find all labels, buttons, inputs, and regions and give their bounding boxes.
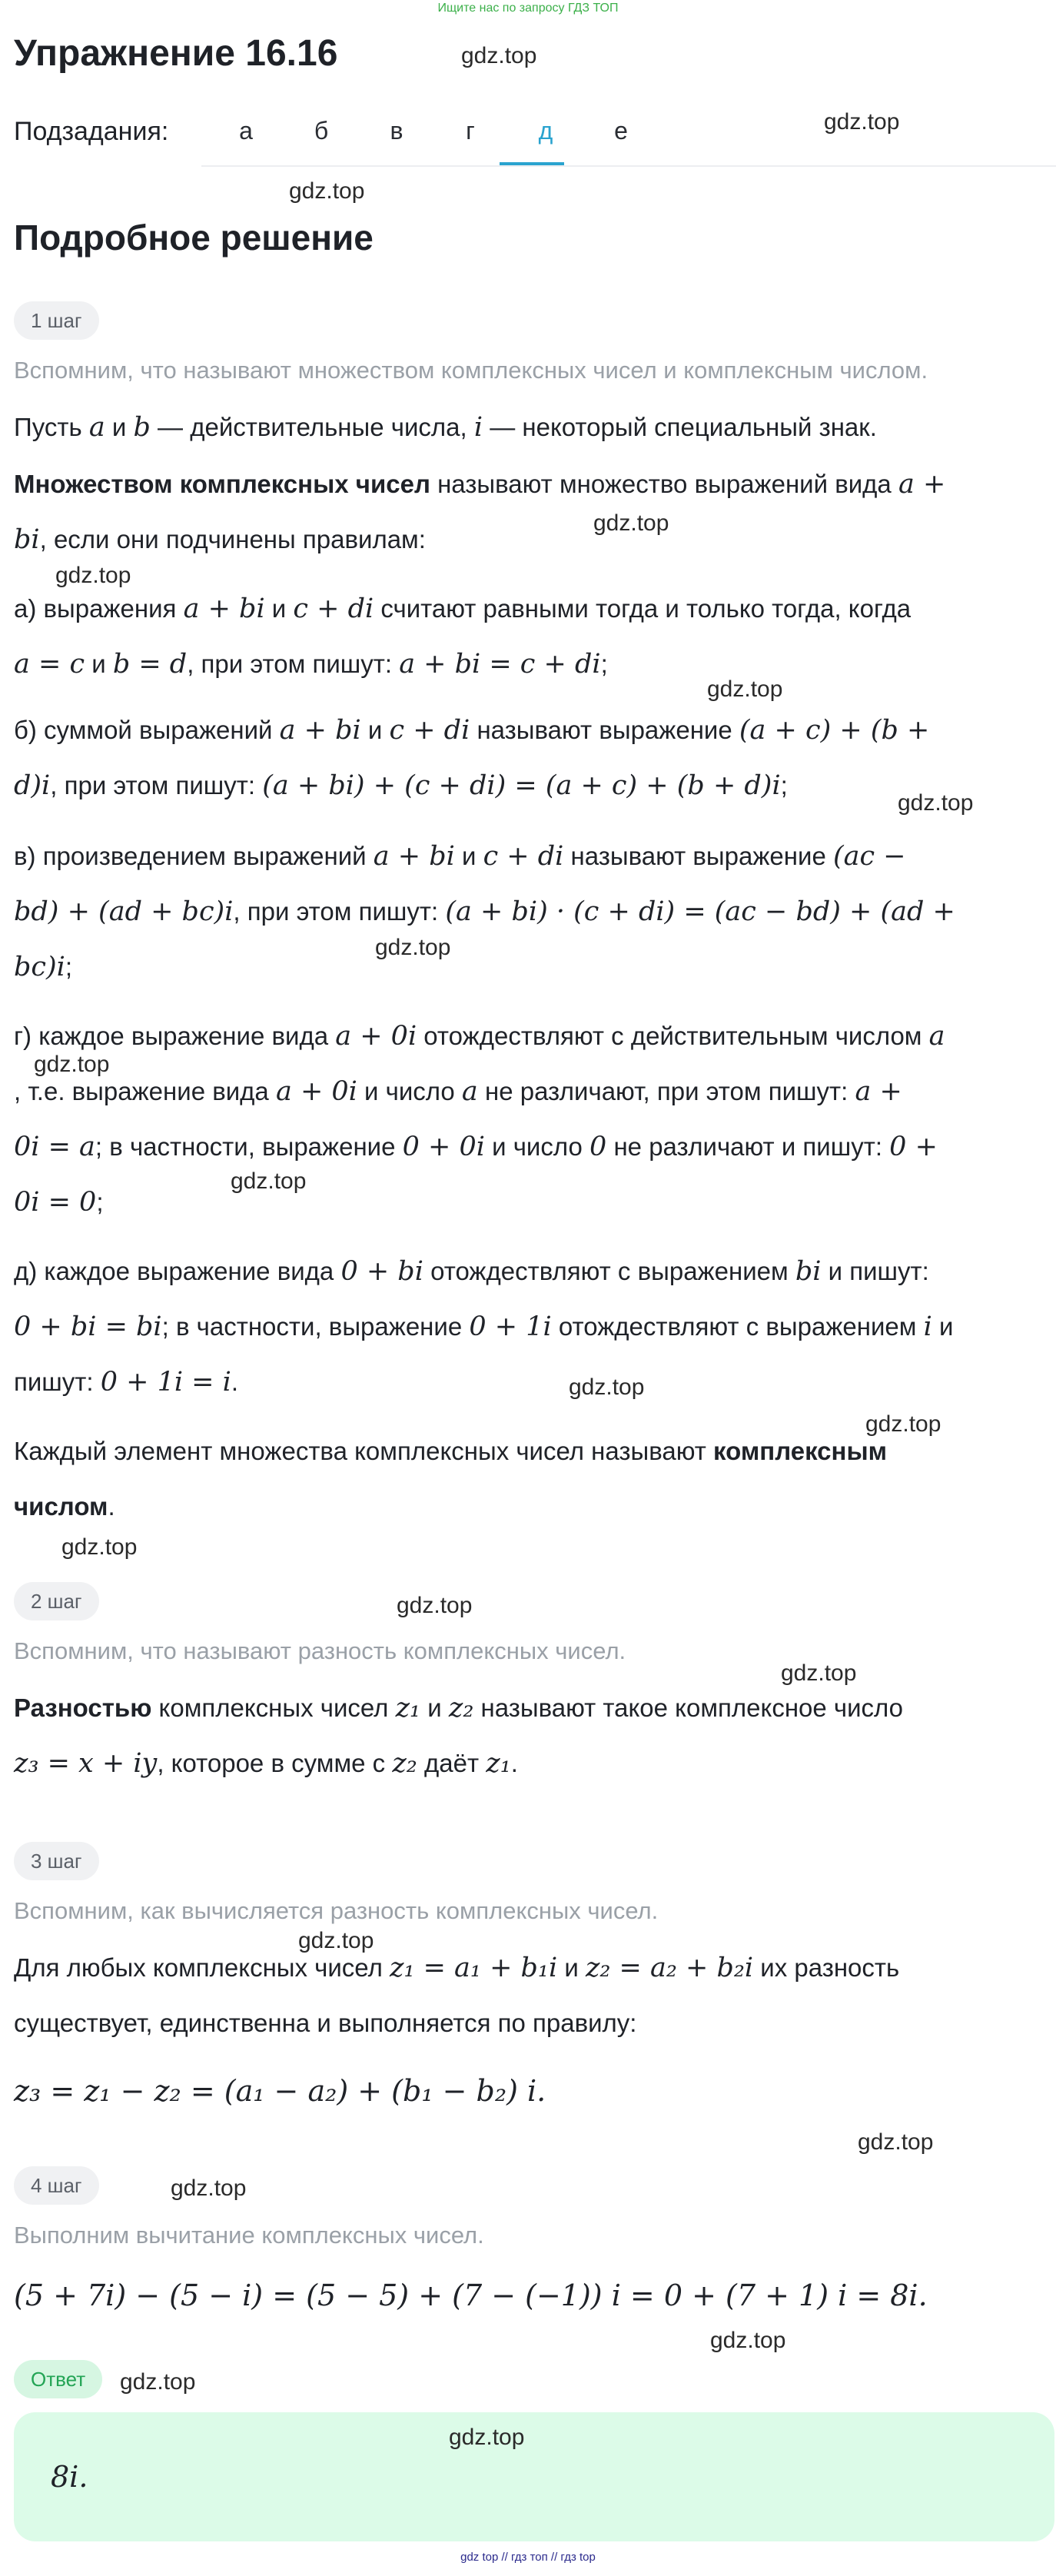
step-2-text: Разностью комплексных чисел z₁ и z₂ называют такое комплексное число z₃ = x + iy, которое в сумме с z₂ даёт z₁. — [14, 1693, 904, 1779]
watermark: gdz.top — [298, 1928, 374, 1953]
watermark: gdz.top — [397, 1593, 473, 1618]
watermark: gdz.top — [55, 563, 131, 588]
tabs-divider — [201, 165, 1056, 167]
step-3-badge: 3 шаг — [14, 1842, 99, 1880]
tab-v[interactable]: в — [390, 117, 403, 145]
watermark: gdz.top — [824, 109, 900, 135]
tab-a[interactable]: а — [239, 117, 253, 145]
step-1-hint: Вспомним, что называют множеством комплексных чисел и комплексным числом. — [14, 357, 928, 384]
answer-badge: Ответ — [14, 2360, 102, 2398]
footer: gdz top // гдз топ // гдз top — [460, 2551, 596, 2564]
step-2-hint: Вспомним, что называют разность комплексных чисел. — [14, 1637, 626, 1664]
step-1-rule-d: г) каждое выражение вида a + 0i отождествляют с действительным числом a , т.е. выражение вида a + 0i и число a не различают, при этом пишут: a + 0i = a; в частности, выражение 0 + 0i и число 0 не различают и пишут: 0 + 0i = 0; — [14, 1021, 945, 1218]
step-4-hint: Выполним вычитание комплексных чисел. — [14, 2222, 484, 2249]
step-1-closing: Каждый элемент множества комплексных чисел называют комплексным числом. — [14, 1437, 888, 1521]
watermark: gdz.top — [120, 2369, 196, 2395]
tab-b[interactable]: б — [314, 117, 329, 145]
step-3-formula: z₃ = z₁ − z₂ = (a₁ − a₂) + (b₁ − b₂) i. — [14, 2074, 546, 2108]
step-1-rule-c: в) произведением выражений a + bi и c + di называют выражение (ac − bd) + (ad + bc)i, при этом пишут: (a + bi) · (c + di) = (ac − bd) + (ad + bc)i; — [14, 841, 955, 982]
tab-e[interactable]: е — [614, 117, 628, 145]
watermark: gdz.top — [710, 2328, 786, 2353]
step-1-definition: Множеством комплексных чисел называют множество выражений вида a + bi, если они подчинены правилам: — [14, 469, 946, 555]
subtasks-bar — [14, 108, 1056, 166]
watermark: gdz.top — [593, 510, 669, 536]
watermark: gdz.top — [569, 1374, 645, 1400]
step-4-formula: (5 + 7i) − (5 − i) = (5 − 5) + (7 − (−1)) i = 0 + (7 + 1) i = 8i. — [14, 2279, 928, 2312]
tab-d[interactable]: д — [538, 117, 553, 145]
watermark: gdz.top — [289, 178, 365, 204]
page-title: Упражнение 16.16 — [14, 33, 338, 74]
watermark: gdz.top — [449, 2425, 525, 2450]
watermark: gdz.top — [858, 2129, 934, 2155]
step-4-badge: 4 шаг — [14, 2166, 99, 2205]
answer-box — [14, 2412, 1054, 2541]
watermark: gdz.top — [781, 1660, 857, 1686]
step-1-intro: Пусть a и b — действительные числа, i — некоторый специальный знак. — [14, 412, 877, 443]
watermark: gdz.top — [61, 1534, 138, 1560]
watermark: gdz.top — [865, 1411, 941, 1437]
step-3-text: Для любых комплексных чисел z₁ = a₁ + b₁i и z₂ = a₂ + b₂i их разность существует, единственна и выполняется по правилу: — [14, 1953, 900, 2037]
subtasks-label: Подзадания: — [14, 117, 169, 146]
step-1-rule-a: а) выражения a + bi и c + di считают равными тогда и только тогда, когда a = c и b = d, при этом пишут: a + bi = c + di; — [14, 593, 912, 680]
watermark: gdz.top — [375, 935, 451, 960]
step-2-badge: 2 шаг — [14, 1582, 99, 1620]
answer-value: 8i. — [51, 2460, 88, 2494]
step-1-rule-b: б) суммой выражений a + bi и c + di называют выражение (a + c) + (b + d)i, при этом пишут: (a + bi) + (c + di) = (a + c) + (b + d)i; — [14, 715, 930, 801]
watermark: gdz.top — [707, 676, 783, 702]
watermark: gdz.top — [34, 1052, 110, 1077]
step-3-hint: Вспомним, как вычисляется разность комплексных чисел. — [14, 1897, 659, 1924]
tab-g[interactable]: г — [466, 117, 475, 145]
solution-title: Подробное решение — [14, 218, 374, 258]
watermark: gdz.top — [461, 43, 537, 68]
top-note: Ищите нас по запросу ГДЗ ТОП — [437, 2, 619, 15]
watermark: gdz.top — [898, 790, 974, 816]
active-tab-indicator — [500, 162, 564, 165]
step-1-rule-e: д) каждое выражение вида 0 + bi отождествляют с выражением bi и пишут: 0 + bi = bi; в частности, выражение 0 + 1i отождествляют с выражением i и пишут: 0 + 1i = i. — [14, 1256, 954, 1398]
step-1-badge: 1 шаг — [14, 301, 99, 340]
watermark: gdz.top — [231, 1168, 307, 1194]
watermark: gdz.top — [171, 2175, 247, 2201]
